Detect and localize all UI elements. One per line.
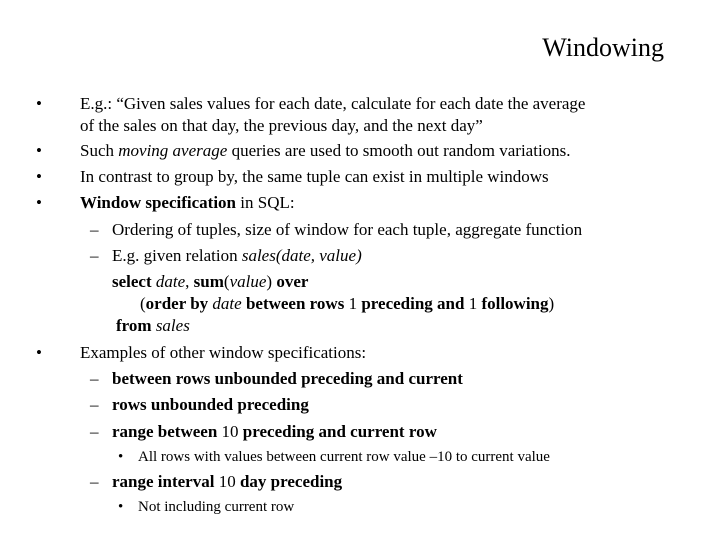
bullet-icon: • [118,449,124,465]
bullet-5-sub-3: range between 10 preceding and current row [112,422,437,441]
dash-icon: – [90,395,99,414]
sql-line-3: from sales [116,316,190,335]
bullet-4-sub-1: Ordering of tuples, size of window for each tuple, aggregate function [112,220,583,239]
bullet-1-line-1: E.g.: “Given sales values for each date, calculate for each date the average [80,94,586,113]
dash-icon: – [90,220,99,239]
bullet-3: In contrast to group by, the same tuple can exist in multiple windows [80,167,549,186]
bullet-5-sub-4-note: Not including current row [138,499,295,515]
bullet-icon: • [36,343,42,362]
bullet-5-sub-4: range interval 10 day preceding [112,472,343,491]
bullet-4: Window specification in SQL: [80,193,295,212]
bullet-5-sub-2: rows unbounded preceding [112,395,309,414]
dash-icon: – [90,422,99,441]
bullet-icon: • [36,94,42,113]
slide-title: Windowing [542,33,664,62]
bullet-icon: • [36,167,42,186]
dash-icon: – [90,369,99,388]
sql-line-2: (order by date between rows 1 preceding and 1 following) [140,294,555,313]
bullet-icon: • [36,193,42,212]
sql-line-1: select date, sum(value) over [112,272,309,291]
bullet-1-line-2: of the sales on that day, the previous day, and the next day” [80,116,483,135]
bullet-2: Such moving average queries are used to smooth out random variations. [80,141,571,160]
bullet-5-sub-3-note: All rows with values between current row value –10 to current value [138,449,550,465]
bullet-5: Examples of other window specifications: [80,343,367,362]
dash-icon: – [90,472,99,491]
bullet-icon: • [118,499,124,515]
bullet-5-sub-1: between rows unbounded preceding and current [112,369,463,388]
bullet-icon: • [36,141,42,160]
bullet-4-sub-2: E.g. given relation sales(date, value) [112,246,362,265]
dash-icon: – [90,246,99,265]
